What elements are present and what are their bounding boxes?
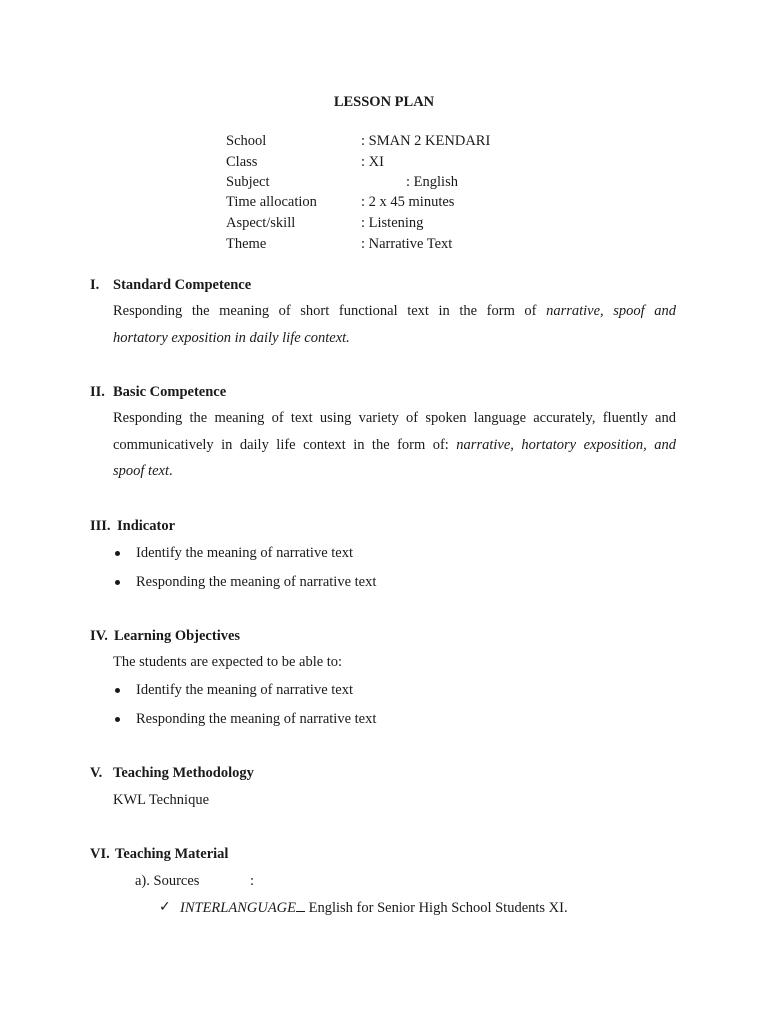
section-number-indicator: III. — [90, 518, 111, 534]
source-item-plain: English for Senior High School Students XI. — [305, 900, 568, 916]
page-title: LESSON PLAN — [333, 94, 435, 110]
standard-line-1-italic: narrative, spoof and — [546, 303, 676, 319]
basic-line-2 — [113, 432, 676, 459]
section-number-methodology: V. — [90, 765, 103, 781]
basic-line-2-plain: communicatively in daily life context in the form of: — [113, 436, 457, 453]
info-label-class: Class — [226, 154, 258, 170]
source-item-italic: INTERLANGUAGE — [180, 900, 296, 916]
bullet-icon — [115, 688, 120, 693]
section-title-basic: Basic Competence — [113, 384, 227, 400]
info-value-theme: : Narrative Text — [361, 236, 453, 252]
standard-competence-text — [113, 298, 676, 351]
section-number-basic: II. — [90, 384, 105, 400]
basic-line-3-plain: . — [168, 463, 173, 479]
indicator-item-2: Responding the meaning of narrative text — [136, 574, 377, 590]
objectives-intro: The students are expected to be able to: — [113, 654, 343, 670]
basic-competence-text — [113, 405, 676, 485]
section-title-material: Teaching Material — [115, 846, 229, 862]
section-number-material: VI. — [90, 846, 110, 862]
bullet-icon — [115, 580, 120, 585]
methodology-text: KWL Technique — [113, 792, 210, 808]
source-item — [180, 900, 568, 917]
info-label-school: School — [226, 133, 267, 149]
info-label-theme: Theme — [226, 236, 267, 252]
standard-line-2 — [113, 325, 676, 352]
standard-line-1 — [113, 298, 676, 325]
info-label-aspect: Aspect/skill — [226, 215, 296, 231]
checkmark-icon: ✓ — [159, 899, 171, 915]
basic-line-2-italic: narrative, hortatory exposition, and — [456, 436, 676, 453]
bullet-icon — [115, 551, 120, 556]
indicator-item-1: Identify the meaning of narrative text — [136, 545, 354, 561]
section-title-indicator: Indicator — [117, 518, 175, 534]
section-number-objectives: IV. — [90, 628, 108, 644]
info-label-subject: Subject — [226, 174, 270, 190]
objectives-item-1: Identify the meaning of narrative text — [136, 682, 354, 698]
section-title-standard: Standard Competence — [113, 277, 252, 293]
basic-line-3 — [113, 458, 676, 485]
section-title-methodology: Teaching Methodology — [113, 765, 254, 781]
bullet-icon — [115, 717, 120, 722]
section-title-objectives: Learning Objectives — [114, 628, 241, 644]
section-number-standard: I. — [90, 277, 100, 293]
info-value-subject: : English — [406, 174, 458, 190]
info-value-class: : XI — [361, 154, 384, 170]
objectives-item-2: Responding the meaning of narrative text — [136, 711, 377, 727]
info-value-time: : 2 x 45 minutes — [361, 194, 455, 210]
info-label-time: Time allocation — [226, 194, 317, 210]
info-value-school: : SMAN 2 KENDARI — [361, 133, 491, 149]
info-value-aspect: : Listening — [361, 215, 424, 231]
underscore-mark — [296, 900, 305, 912]
standard-line-1-plain: Responding the meaning of short functional text in the form of — [113, 303, 547, 319]
basic-line-3-italic: spoof text — [113, 463, 169, 479]
sources-label: a). Sources — [135, 873, 200, 889]
standard-line-2-italic: hortatory exposition in daily life context. — [113, 329, 350, 346]
basic-line-1: Responding the meaning of text using variety of spoken language accurately, fluently and — [113, 410, 676, 426]
sources-colon: : — [250, 873, 255, 889]
